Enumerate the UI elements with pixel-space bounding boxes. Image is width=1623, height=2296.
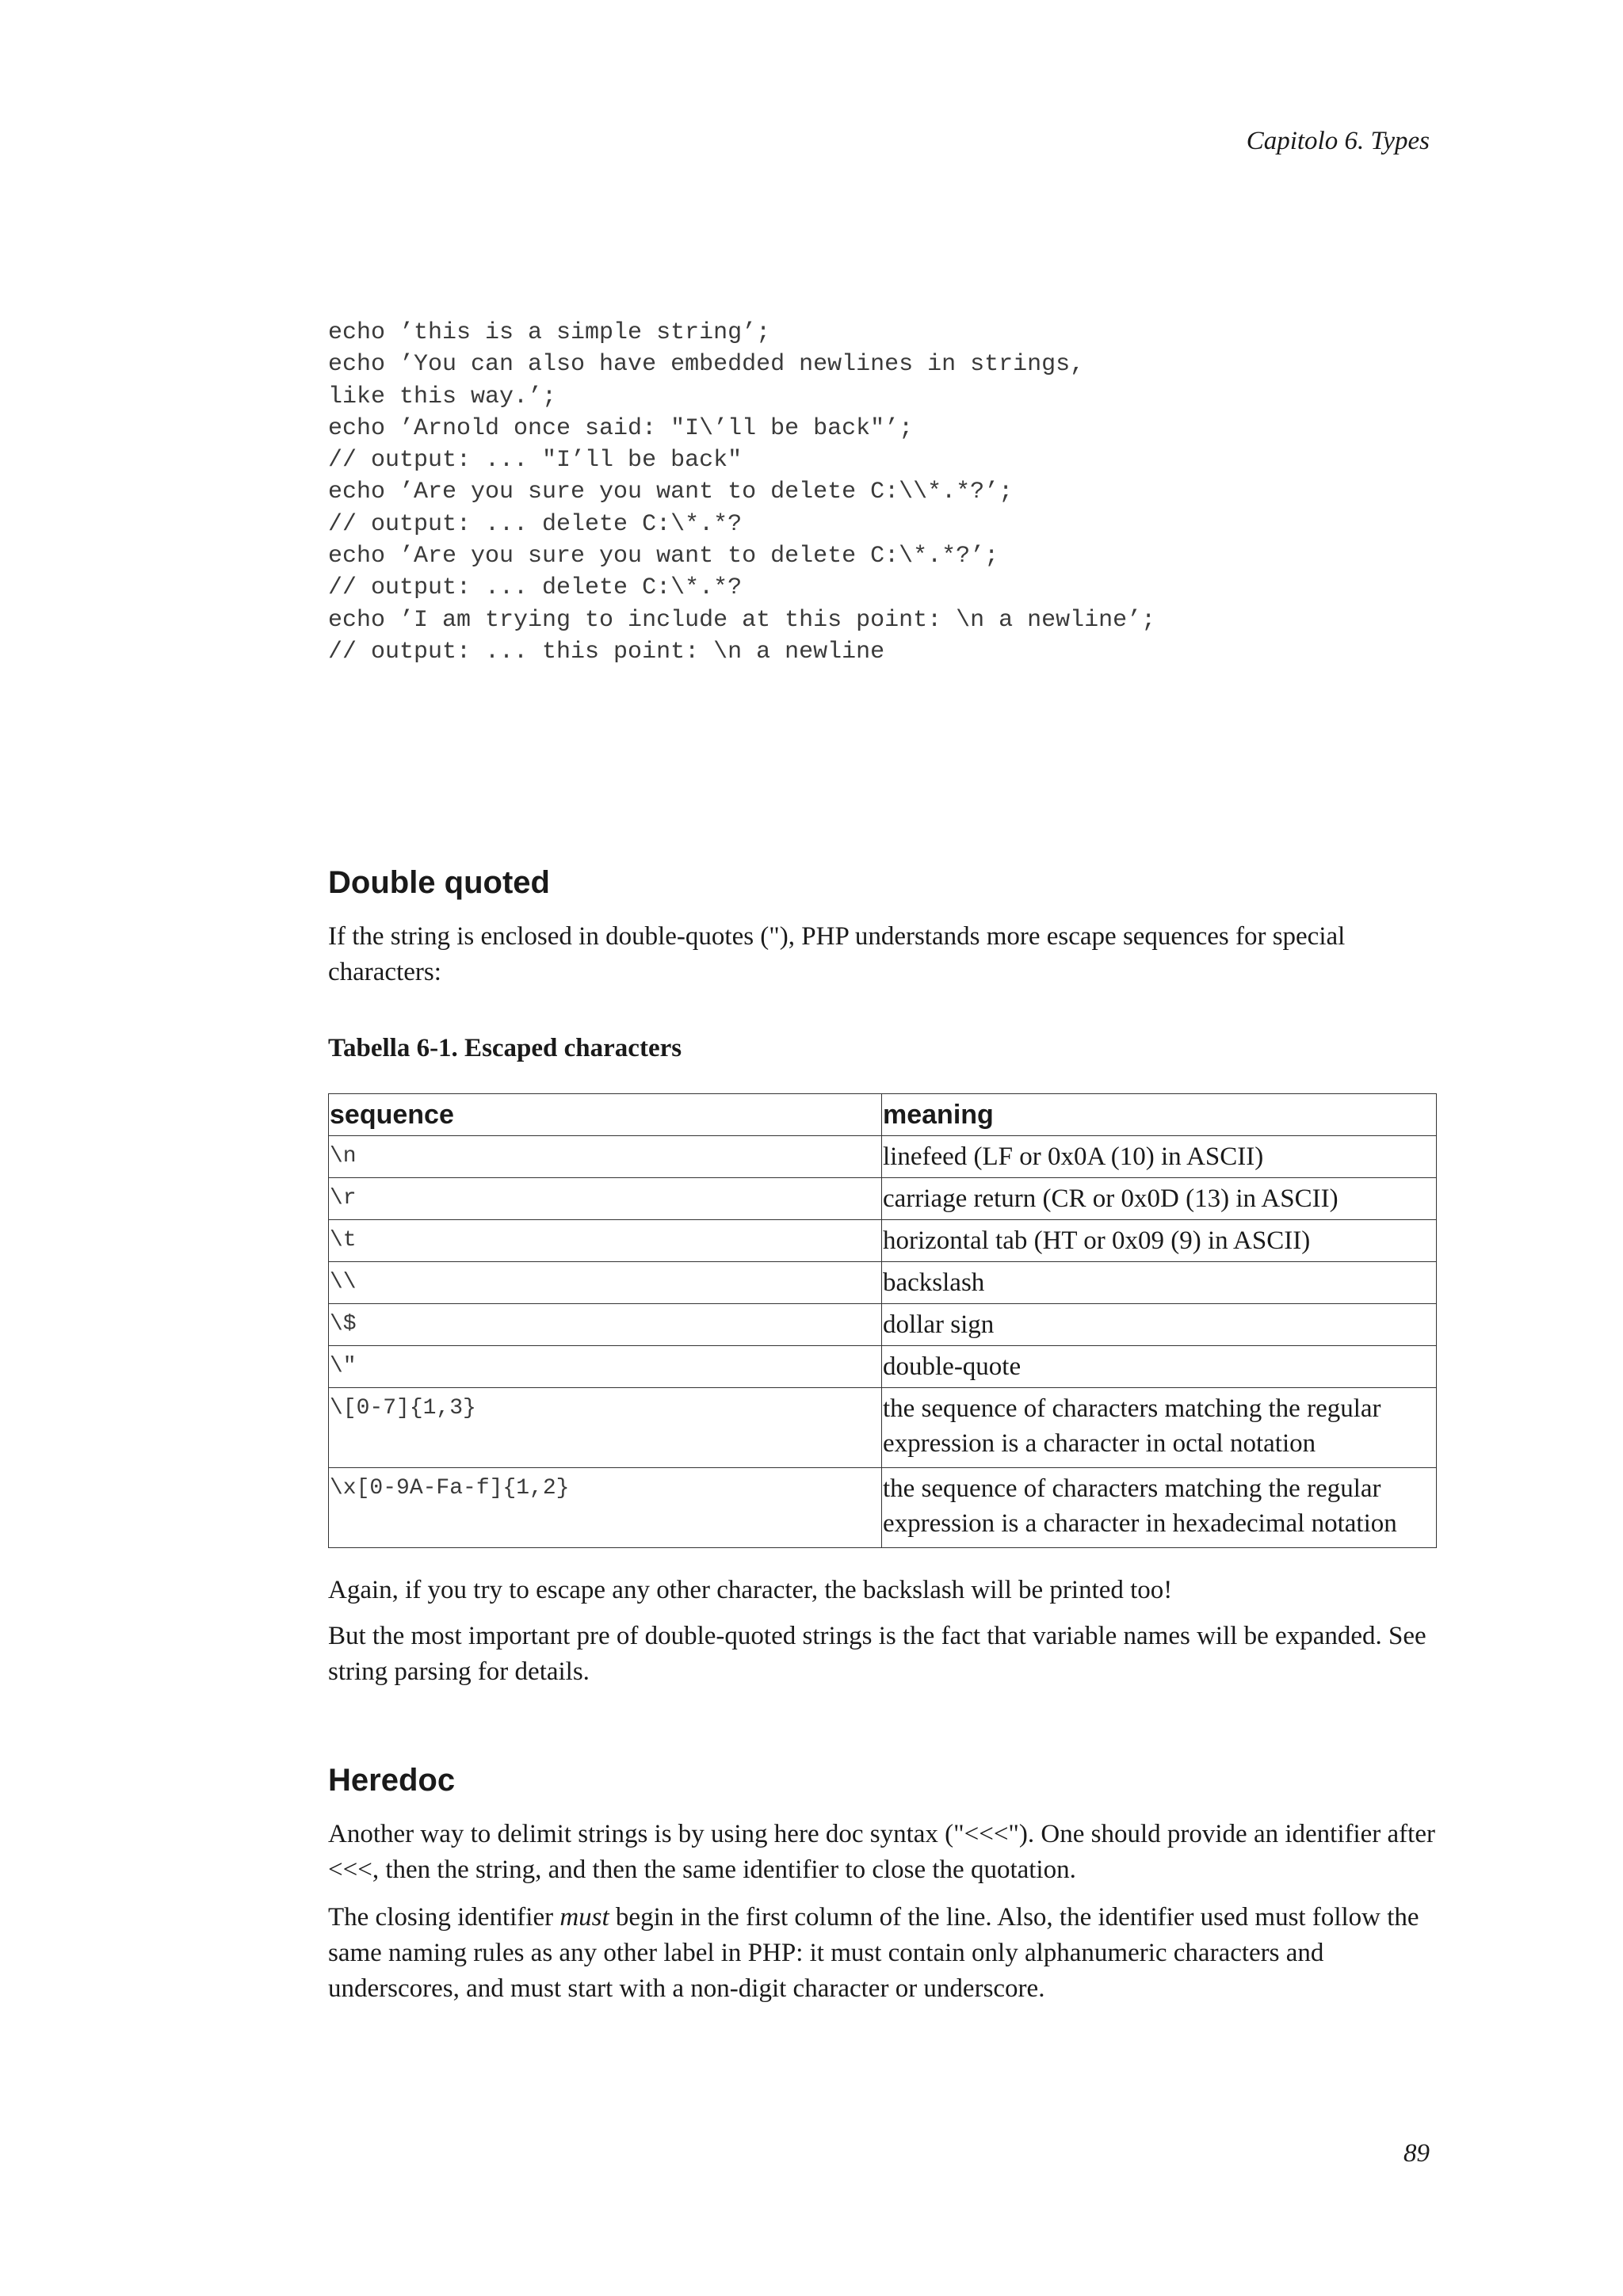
table-header-row [329,1094,1437,1136]
text-run: The closing identifier [328,1903,560,1932]
sequence-cell: \n [329,1136,882,1178]
table-caption: Tabella 6-1. Escaped characters [328,1034,682,1062]
meaning-cell: carriage return (CR or 0x0D (13) in ASCII) [882,1178,1437,1220]
sequence-cell: \x[0-9A-Fa-f]{1,2} [329,1468,882,1548]
column-header-sequence: sequence [329,1094,882,1136]
sequence-cell: \t [329,1220,882,1262]
code-line: like this way.’; [328,383,557,410]
code-line: echo ’this is a simple string’; [328,319,771,346]
code-line: // output: ... "I’ll be back" [328,447,743,475]
meaning-cell: the sequence of characters matching the regular expression is a character in hexadecimal notation [882,1468,1437,1548]
running-header: Capitolo 6. Types [1246,127,1430,155]
table-row [329,1346,1437,1388]
code-line: echo ’You can also have embedded newlines in strings, [328,351,1085,379]
table-row [329,1262,1437,1304]
text-run: begin in the first column of the line. Also, the identifier used must follow the same naming rules as any other label in PHP: it must contain only alphanumeric characters and underscores, and must start with a non-digit character or underscore. [328,1903,1419,2003]
meaning-cell: linefeed (LF or 0x0A (10) in ASCII) [882,1136,1437,1178]
double-quoted-intro: If the string is enclosed in double-quotes ("), PHP understands more escape sequences for special characters: [328,922,1346,986]
table-row [329,1136,1437,1178]
code-line: // output: ... delete C:\*.*? [328,574,743,602]
heredoc-paragraph-syntax: Another way to delimit strings is by using here doc syntax ("<<<"). One should provide an identifier after <<<, then the string, and then the same identifier to close the quotation. [328,1820,1435,1884]
escaped-characters-table [328,1093,1437,1548]
table-row [329,1220,1437,1262]
meaning-cell: double-quote [882,1346,1437,1388]
sequence-cell: \\ [329,1262,882,1304]
meaning-cell: backslash [882,1262,1437,1304]
meaning-cell: the sequence of characters matching the regular expression is a character in octal notation [882,1388,1437,1468]
meaning-cell: dollar sign [882,1304,1437,1346]
table-row [329,1178,1437,1220]
code-line: // output: ... this point: \n a newline [328,638,885,666]
emphasis-must: must [559,1903,609,1932]
table-row [329,1304,1437,1346]
section-heading-double-quoted: Double quoted [328,865,550,900]
table-row [329,1388,1437,1468]
code-block [328,317,1155,668]
code-line: echo ’Are you sure you want to delete C:\\*.*?’; [328,479,1014,506]
heredoc-paragraph-closing-identifier [328,1900,1438,2007]
sequence-cell: \$ [329,1304,882,1346]
sequence-cell: \[0-7]{1,3} [329,1388,882,1468]
sequence-cell: \" [329,1346,882,1388]
sequence-cell: \r [329,1178,882,1220]
meaning-cell: horizontal tab (HT or 0x09 (9) in ASCII) [882,1220,1437,1262]
code-line: // output: ... delete C:\*.*? [328,510,743,538]
paragraph-escape-note: Again, if you try to escape any other character, the backslash will be printed too! [328,1576,1173,1604]
page-number: 89 [1403,2139,1430,2168]
section-heading-heredoc: Heredoc [328,1763,456,1798]
paragraph-variable-expansion: But the most important pre of double-quoted strings is the fact that variable names will be expanded. See string parsing for details. [328,1622,1426,1686]
code-line: echo ’Arnold once said: "I\’ll be back"’; [328,414,914,442]
code-line: echo ’Are you sure you want to delete C:\*.*?’; [328,543,999,570]
code-line: echo ’I am trying to include at this point: \n a newline’; [328,606,1156,634]
column-header-meaning: meaning [882,1094,1437,1136]
table-row [329,1468,1437,1548]
